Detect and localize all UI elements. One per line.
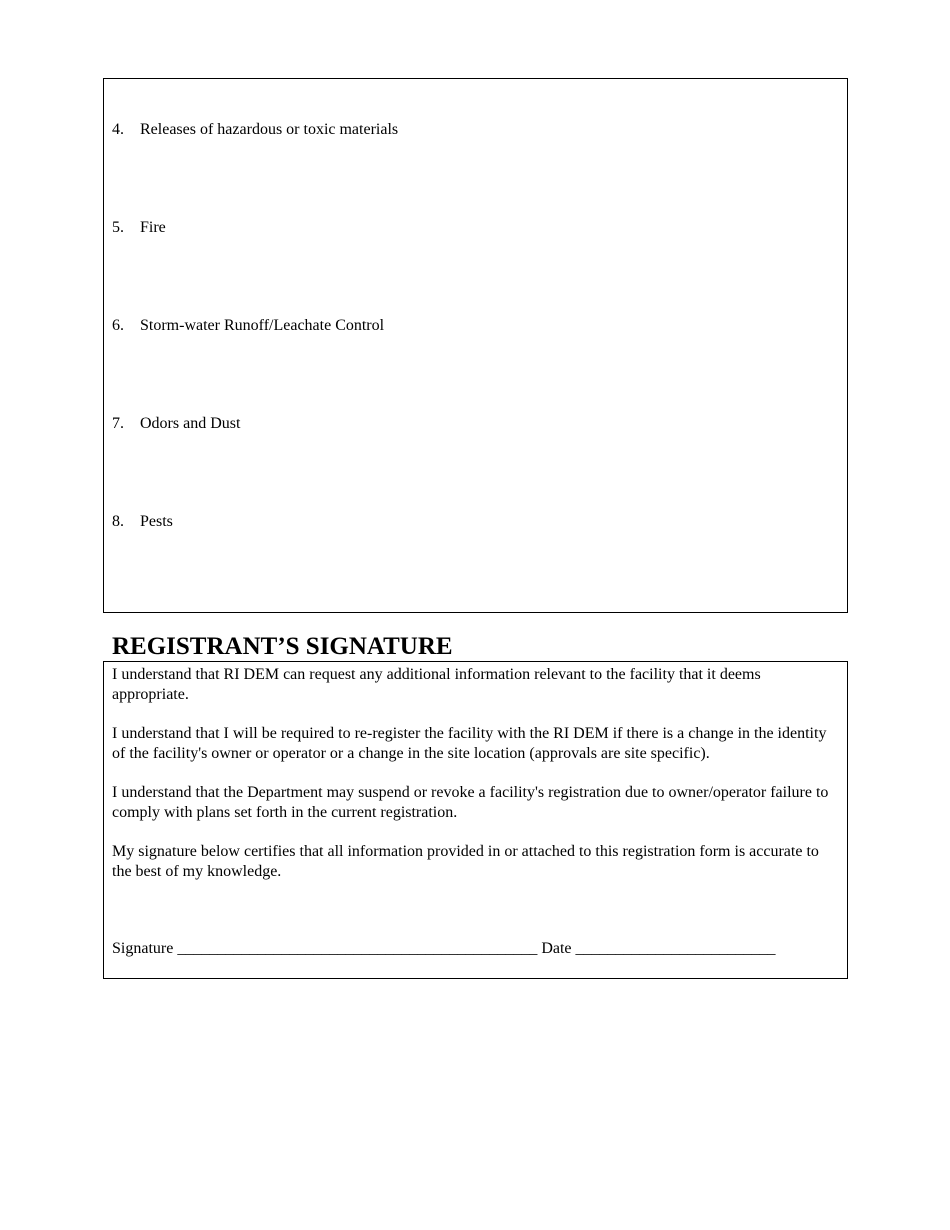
plan-item-label: Fire — [140, 219, 166, 236]
plan-item-number: 7. — [112, 415, 124, 432]
acknowledgement-paragraph: I understand that RI DEM can request any additional information relevant to the facility that it deems appropriate. — [112, 666, 761, 703]
acknowledgement-paragraph: I understand that the Department may suspend or revoke a facility's registration due to owner/operator failure to comply with plans set forth in the current registration. — [112, 784, 829, 821]
plan-item-label: Releases of hazardous or toxic materials — [140, 121, 399, 138]
plan-item — [112, 415, 240, 433]
plan-item — [112, 513, 173, 531]
signature-section-heading: REGISTRANT’S SIGNATURE — [112, 633, 453, 660]
plan-item-label: Pests — [140, 513, 173, 530]
signature-label: Signature — [112, 940, 174, 957]
plan-item-number: 5. — [112, 219, 124, 236]
plan-item — [112, 317, 384, 335]
signature-line — [112, 939, 776, 958]
plan-item-number: 4. — [112, 121, 124, 138]
signature-box — [103, 661, 848, 979]
plan-item-number: 6. — [112, 317, 124, 334]
date-field[interactable]: _________________________ — [575, 940, 776, 957]
acknowledgement-paragraph: My signature below certifies that all information provided in or attached to this registration form is accurate to the best of my knowledge. — [112, 843, 819, 880]
plan-item-label: Odors and Dust — [140, 415, 241, 432]
signature-field[interactable]: _____________________________________________ — [177, 940, 538, 957]
date-label: Date — [541, 940, 572, 957]
plan-item-number: 8. — [112, 513, 124, 530]
plan-item-label: Storm-water Runoff/Leachate Control — [140, 317, 385, 334]
plan-item — [112, 219, 166, 237]
acknowledgement-paragraph: I understand that I will be required to re-register the facility with the RI DEM if there is a change in the identity of the facility's owner or operator or a change in the site location (approvals are site specific). — [112, 725, 827, 762]
plan-items-box — [103, 78, 848, 613]
plan-item — [112, 121, 398, 139]
